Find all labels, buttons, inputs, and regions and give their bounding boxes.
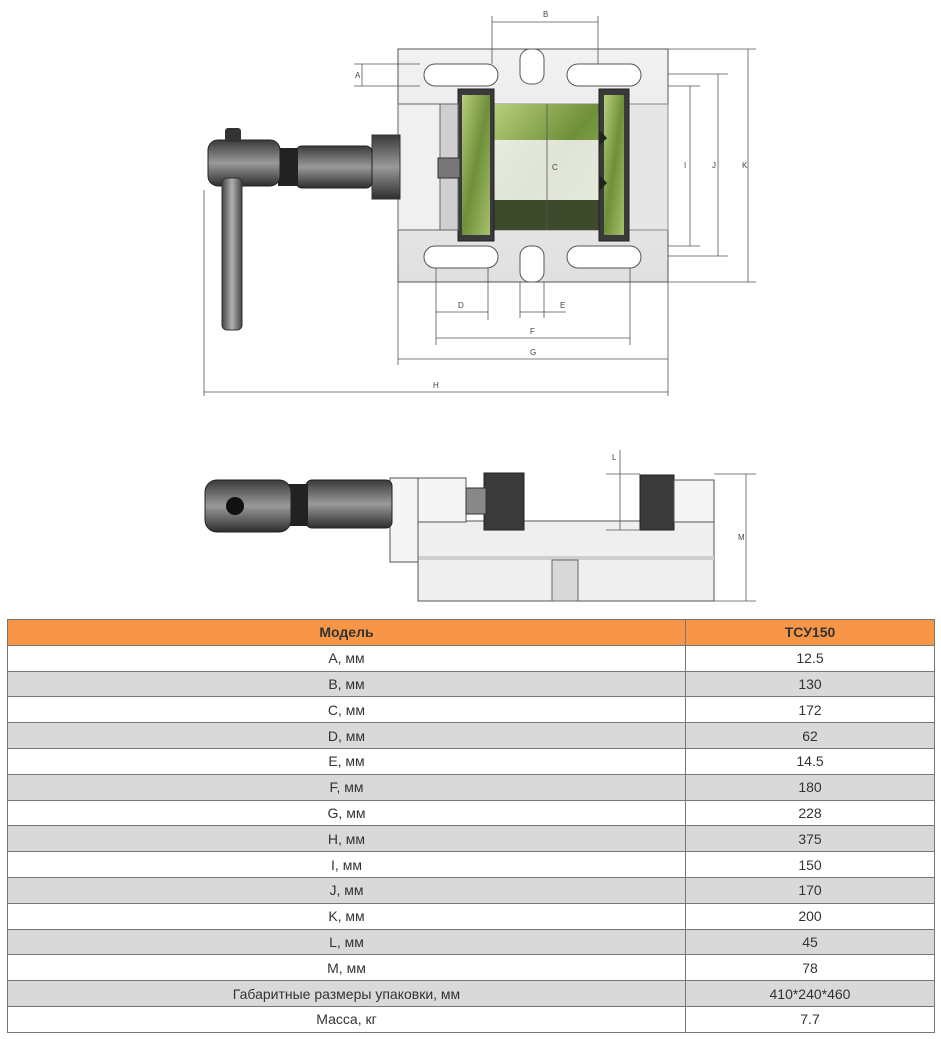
table-row	[8, 645, 935, 671]
vise-body-block	[372, 104, 460, 230]
value-cell: 7.7	[686, 1006, 935, 1032]
dim-label-c: C	[552, 163, 558, 172]
value-cell: 410*240*460	[686, 981, 935, 1007]
value-cell: 45	[686, 929, 935, 955]
value-cell: 180	[686, 774, 935, 800]
vise-side-view-drawing	[0, 430, 941, 610]
dim-label-e: E	[560, 301, 566, 310]
dim-label-m: M	[738, 533, 745, 542]
dim-label-g: G	[530, 348, 537, 357]
value-cell: 375	[686, 826, 935, 852]
parameter-cell: M, мм	[8, 955, 686, 981]
table-row	[8, 981, 935, 1007]
value-cell: 130	[686, 671, 935, 697]
parameter-cell: Габаритные размеры упаковки, мм	[8, 981, 686, 1007]
dim-label-a: A	[355, 71, 361, 80]
parameter-cell: B, мм	[8, 671, 686, 697]
movable-jaw	[458, 89, 494, 241]
table-row	[8, 877, 935, 903]
parameter-cell: D, мм	[8, 723, 686, 749]
parameter-cell: G, мм	[8, 800, 686, 826]
table-row	[8, 1006, 935, 1032]
value-cell: 150	[686, 852, 935, 878]
parameter-cell: A, мм	[8, 645, 686, 671]
value-cell: 12.5	[686, 645, 935, 671]
side-screw-handle	[205, 480, 392, 532]
parameter-cell: J, мм	[8, 877, 686, 903]
header-model: Модель	[8, 620, 686, 646]
table-row	[8, 748, 935, 774]
specifications-table	[7, 619, 935, 1033]
value-cell: 78	[686, 955, 935, 981]
table-header-row	[8, 620, 935, 646]
dim-label-b: B	[543, 10, 549, 19]
value-cell: 228	[686, 800, 935, 826]
table-row	[8, 826, 935, 852]
table-body	[8, 645, 935, 1032]
vise-top-view-drawing	[0, 0, 941, 410]
table-row	[8, 774, 935, 800]
screw-handle	[208, 128, 372, 330]
table-row	[8, 671, 935, 697]
dim-label-i: I	[684, 161, 687, 170]
value-cell: 14.5	[686, 748, 935, 774]
dim-label-h: H	[433, 381, 439, 390]
parameter-cell: H, мм	[8, 826, 686, 852]
value-cell: 170	[686, 877, 935, 903]
table-row	[8, 800, 935, 826]
parameter-cell: L, мм	[8, 929, 686, 955]
dim-label-l: L	[612, 453, 617, 462]
table-row	[8, 697, 935, 723]
value-cell: 62	[686, 723, 935, 749]
dim-label-j: J	[712, 161, 716, 170]
parameter-cell: C, мм	[8, 697, 686, 723]
parameter-cell: Масса, кг	[8, 1006, 686, 1032]
table-row	[8, 903, 935, 929]
value-cell: 200	[686, 903, 935, 929]
dim-label-k: K	[742, 161, 748, 170]
parameter-cell: K, мм	[8, 903, 686, 929]
table-row	[8, 723, 935, 749]
value-cell: 172	[686, 697, 935, 723]
parameter-cell: F, мм	[8, 774, 686, 800]
table-row	[8, 929, 935, 955]
fixed-jaw	[599, 89, 629, 241]
dim-label-f: F	[530, 327, 535, 336]
parameter-cell: E, мм	[8, 748, 686, 774]
table-row	[8, 852, 935, 878]
parameter-cell: I, мм	[8, 852, 686, 878]
dim-label-d: D	[458, 301, 464, 310]
table-row	[8, 955, 935, 981]
header-tsu150: ТСУ150	[686, 620, 935, 646]
